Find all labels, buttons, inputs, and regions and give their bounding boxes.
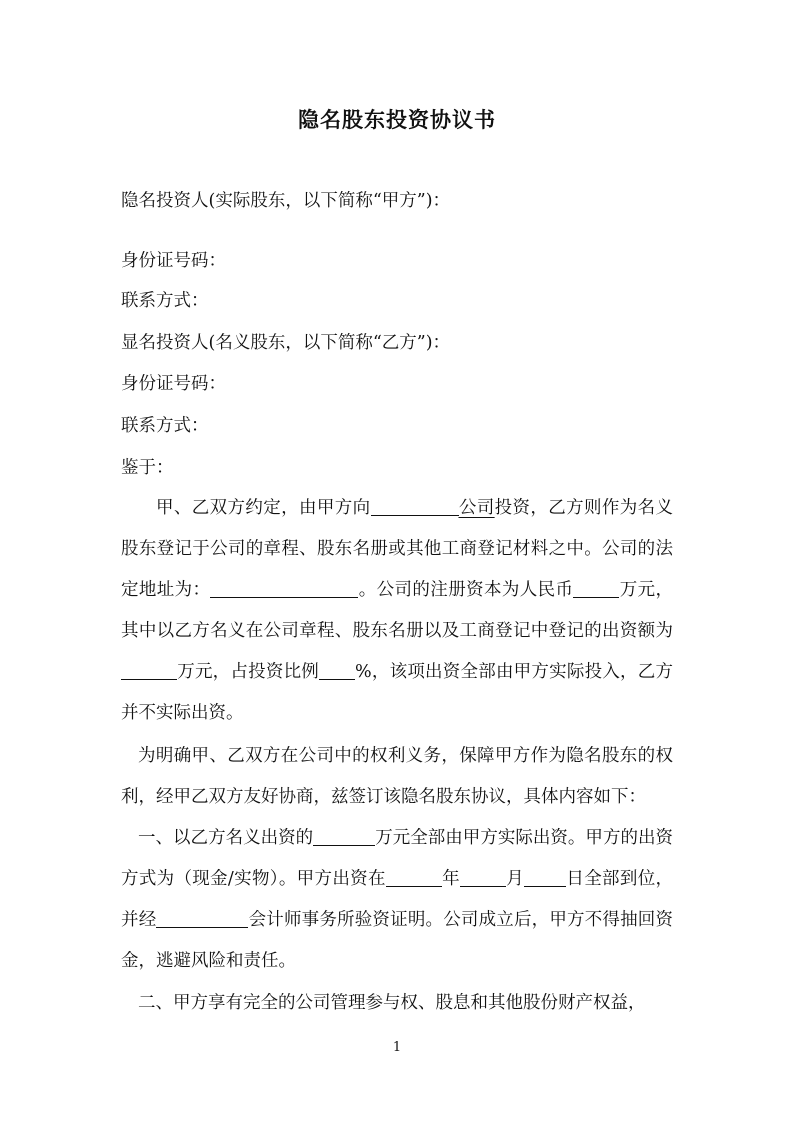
year-blank xyxy=(386,868,442,887)
page-number: 1 xyxy=(392,1040,402,1055)
clause-one xyxy=(121,818,673,982)
clause-one-text-3: 日全部到位，并经 xyxy=(121,869,674,930)
accounting-firm-blank xyxy=(156,909,248,928)
document-title: 隐名股东投资协议书 xyxy=(298,107,496,132)
clause-one-text-4: 会计师事务所验资证明。公司成立后，甲方不得抽回资金，逃避风险和责任。 xyxy=(121,910,674,971)
clause-one-text-1: 一、以乙方名义出资的 xyxy=(138,828,314,848)
clause-one-year: 年 xyxy=(441,869,460,889)
paragraph-purpose: 为明确甲、乙双方在公司中的权利义务，保障甲方作为隐名股东的权利，经甲乙双方友好协商，兹签订该隐名股东协议，具体内容如下： xyxy=(121,746,673,807)
recital-text-1: 甲、乙双方约定，由甲方向 xyxy=(156,498,371,518)
party-a-id-label: 身份证号码： xyxy=(121,251,226,271)
company-name-blank xyxy=(371,497,459,516)
registered-capital-blank xyxy=(573,579,619,598)
recital-text-6: %，该项出资全部由甲方实际投入，乙方并不实际出资。 xyxy=(121,662,673,723)
contribution-amount-blank xyxy=(121,661,177,680)
party-a-label: 隐名投资人(实际股东，以下简称“甲方”)： xyxy=(121,191,451,211)
clause-two: 二、甲方享有完全的公司管理参与权、股息和其他股份财产权益， xyxy=(138,993,646,1013)
legal-address-blank xyxy=(210,579,358,598)
clause-one-text-2: 万元全部由甲方实际出资。甲方的出资方式为（现金/实物）。甲方出资在 xyxy=(121,828,674,889)
recital-text-2: 投资，乙方则作为名义股东登记于公司的章程、股东名册或其他工商登记材料之中。公司的法定地址为： xyxy=(121,498,673,600)
paragraph-recital xyxy=(121,488,673,734)
investment-ratio-blank xyxy=(319,661,355,680)
party-b-label: 显名投资人(名义股东，以下简称“乙方”)： xyxy=(121,333,451,353)
party-b-id-label: 身份证号码： xyxy=(121,374,226,394)
whereas-heading: 鉴于： xyxy=(121,458,174,478)
recital-text-3: 。公司的注册资本为人民币 xyxy=(358,580,574,600)
month-blank xyxy=(460,868,506,887)
day-blank xyxy=(524,868,566,887)
party-b-contact-label: 联系方式： xyxy=(121,416,209,436)
recital-text-5: 万元，占投资比例 xyxy=(177,662,320,682)
clause-one-amount-blank xyxy=(313,827,375,846)
clause-one-month: 月 xyxy=(505,869,525,889)
recital-text-company: 公司 xyxy=(458,498,495,518)
recital-text-4: 万元，其中以乙方名义在公司章程、股东名册以及工商登记中登记的出资额为 xyxy=(121,580,674,641)
party-a-contact-label: 联系方式： xyxy=(121,291,209,311)
